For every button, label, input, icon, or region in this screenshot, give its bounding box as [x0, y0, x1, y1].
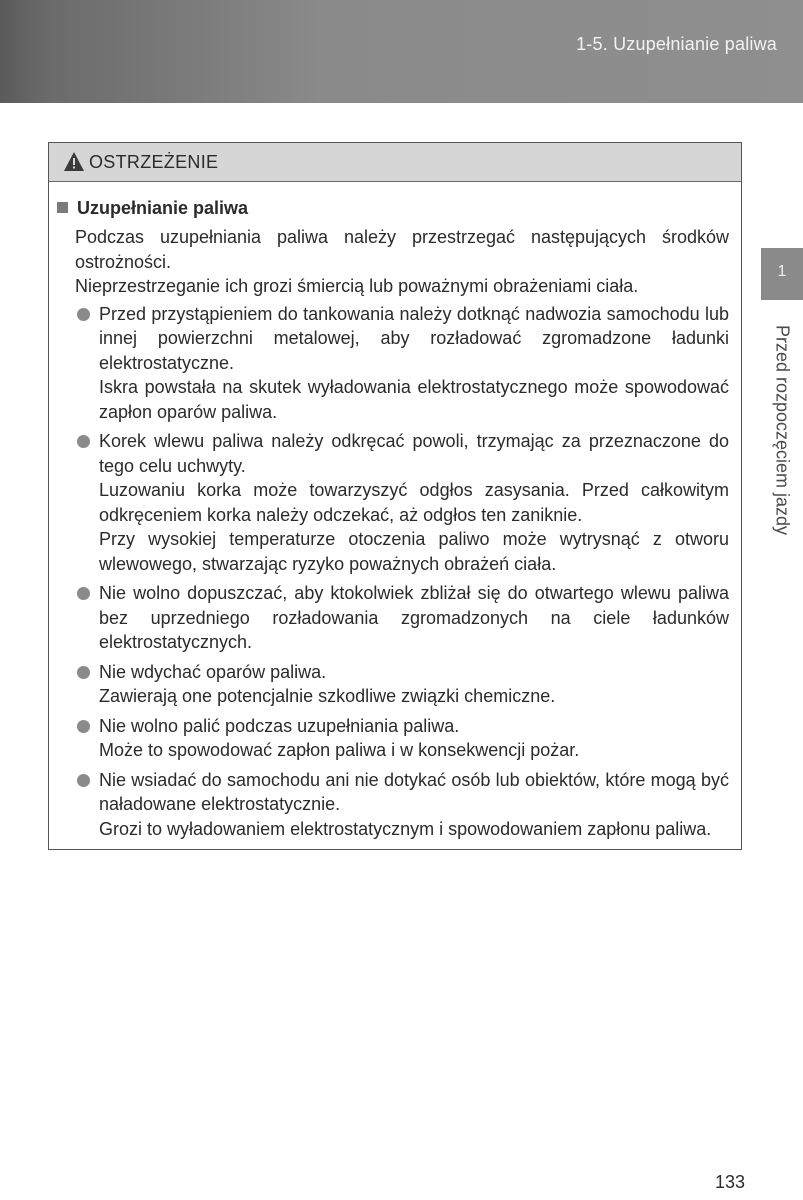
chapter-label: Przed rozpoczęciem jazdy	[772, 324, 793, 536]
bullet-item	[75, 302, 729, 425]
bullet-text: Iskra powstała na skutek wyładowania elektrostatycznego może spowodować zapłon oparów paliwa.	[99, 377, 729, 422]
bullet-text: Może to spowodować zapłon paliwa i w konsekwencji pożar.	[99, 740, 580, 760]
warning-header	[49, 143, 741, 182]
bullet-dot-icon	[77, 587, 90, 600]
bullet-dot-icon	[77, 720, 90, 733]
page-number: 133	[714, 1172, 745, 1192]
bullet-item	[75, 660, 729, 709]
header-band	[0, 0, 803, 103]
warning-box	[48, 142, 742, 850]
bullet-text: Nie wolno palić podczas uzupełniania paliwa.	[99, 715, 460, 736]
bullet-item	[75, 768, 729, 842]
chapter-tab	[761, 248, 803, 300]
section-heading-text: Uzupełnianie paliwa	[77, 198, 249, 218]
bullet-text: Przed przystąpieniem do tankowania należy dotknąć nadwozia samochodu lub innej powierzchni metalowej, aby rozładować zgromadzone ładunki elektrostatyczne.	[99, 303, 729, 373]
bullet-text: Luzowaniu korka może towarzyszyć odgłos zasysania. Przed całkowitym odkręceniem korka należy odczekać, aż odgłos ten zaniknie.	[99, 480, 729, 525]
bullet-dot-icon	[77, 308, 90, 321]
bullet-dot-icon	[77, 435, 90, 448]
heading-square-icon	[57, 202, 68, 213]
intro-paragraph: Podczas uzupełniania paliwa należy przestrzegać następujących środków ostrożności.	[75, 227, 729, 272]
bullet-text: Grozi to wyładowaniem elektrostatycznym i spowodowaniem zapłonu paliwa.	[99, 818, 712, 839]
section-heading	[57, 198, 248, 219]
bullet-text: Nie wdychać oparów paliwa.	[99, 661, 327, 682]
intro-paragraph: Nieprzestrzeganie ich grozi śmiercią lub poważnymi obrażeniami ciała.	[75, 276, 639, 296]
warning-title: OSTRZEŻENIE	[89, 152, 219, 172]
bullet-item	[75, 429, 729, 576]
chapter-number: 1	[777, 263, 787, 280]
bullet-text: Przy wysokiej temperaturze otoczenia paliwo może wytrysnąć z otworu wlewowego, stwarzając ryzyko poważnych obrażeń ciała.	[99, 529, 729, 574]
bullet-list	[75, 302, 729, 842]
bullet-text: Nie wsiadać do samochodu ani nie dotykać osób lub obiektów, które mogą być naładowane elektrostatycznie.	[99, 769, 729, 814]
bullet-item	[75, 714, 729, 763]
bullet-text: Nie wolno dopuszczać, aby ktokolwiek zbliżał się do otwartego wlewu paliwa bez uprzedniego rozładowania zgromadzonych na ciele ładunków elektrostatycznych.	[99, 583, 729, 652]
section-title: 1-5. Uzupełnianie paliwa	[576, 34, 777, 54]
bullet-dot-icon	[77, 774, 90, 787]
bullet-text: Zawierają one potencjalnie szkodliwe związki chemiczne.	[99, 686, 556, 706]
warning-content	[75, 225, 729, 846]
bullet-item	[75, 581, 729, 655]
warning-triangle-icon	[63, 151, 85, 172]
bullet-text: Korek wlewu paliwa należy odkręcać powoli, trzymając za przeznaczone do tego celu uchwyty.	[99, 431, 729, 476]
bullet-dot-icon	[77, 666, 90, 679]
